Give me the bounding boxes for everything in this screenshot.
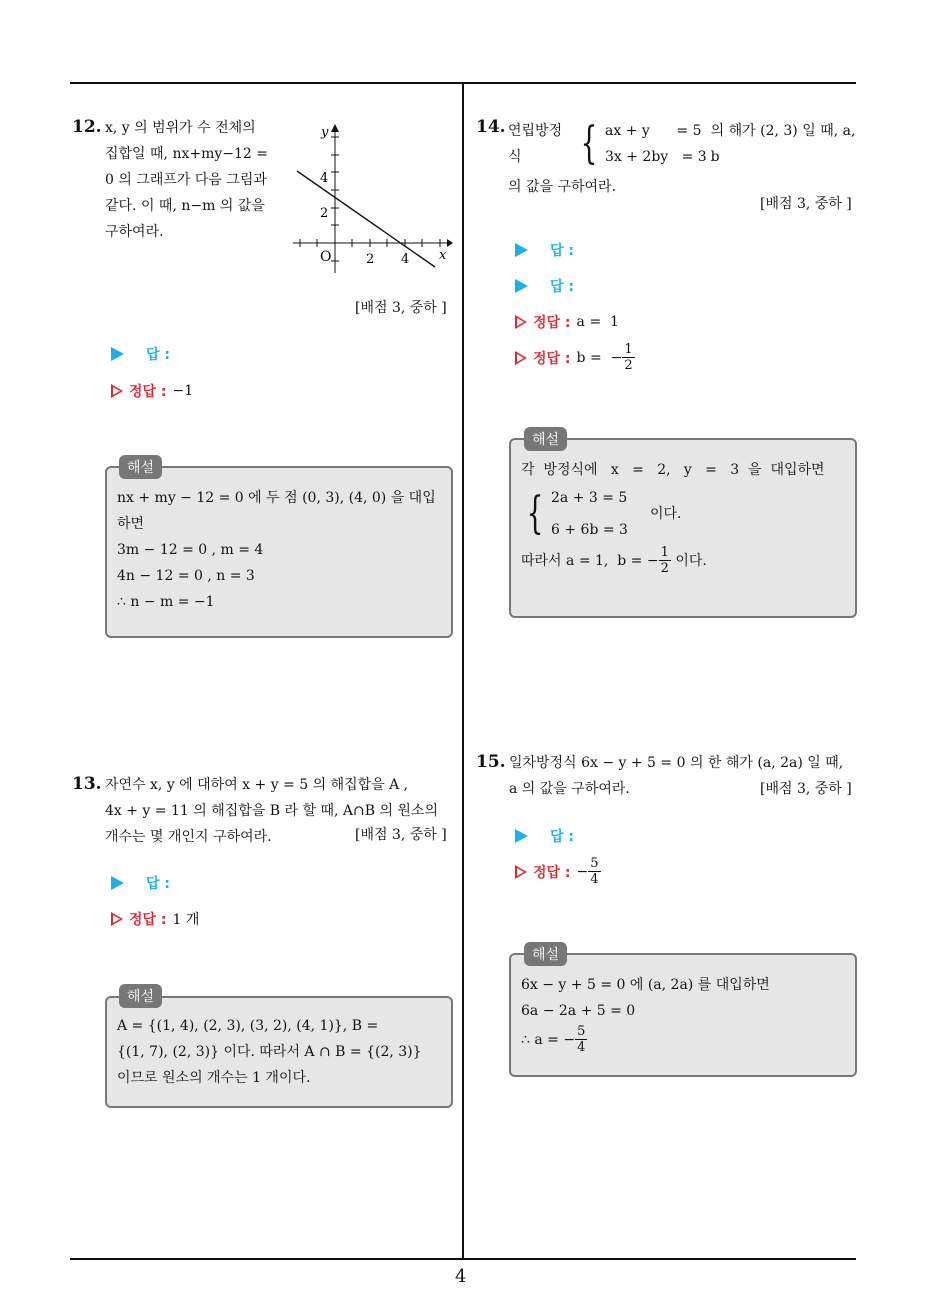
y-axis-label: y	[321, 125, 329, 140]
outline-triangle-icon	[515, 351, 527, 365]
correct-value: 1 개	[172, 912, 200, 928]
correct-value-prefix: −	[576, 863, 589, 880]
denominator: 2	[624, 358, 633, 373]
denominator: 4	[590, 872, 599, 887]
q13-answer-row	[111, 873, 170, 893]
q13-score: [배점 3, 중하 ]	[355, 827, 447, 843]
solution-line: 이므로 원소의 개수는 1 개이다.	[117, 1070, 311, 1086]
q14-line2: 의 값을 구하여라.	[508, 179, 617, 195]
solution-line3-prefix: ∴ a = −	[521, 1031, 576, 1048]
q15-solution-box	[509, 953, 857, 1077]
play-icon	[515, 829, 528, 843]
solution-eq-suffix: 이다.	[649, 506, 682, 522]
q14-answer-row-1	[515, 240, 574, 260]
q13-correct-row	[111, 909, 199, 929]
q15-line: 일차방정식 6x − y + 5 = 0 의 한 해가 (a, 2a) 일 때,	[509, 755, 844, 771]
outline-triangle-icon	[515, 865, 527, 879]
q13-line: 개수는 몇 개인지 구하여라.	[105, 829, 272, 845]
solution-line: A = {(1, 4), (2, 3), (3, 2), (4, 1)}, B =	[117, 1018, 379, 1034]
brace-icon: {	[526, 488, 544, 539]
solution-line: nx + my − 12 = 0 에 두 점 (0, 3), (4, 0) 을 대입	[117, 490, 436, 506]
correct-label: 정답 :	[533, 315, 571, 331]
q12-solution-tag: 해설	[119, 455, 162, 479]
y-tick-2: 2	[320, 206, 329, 221]
q12-question	[105, 115, 275, 245]
solution-line3-fraction	[575, 1024, 587, 1055]
q14-eq2: 3x + 2by = 3	[605, 149, 707, 165]
correct-label: 정답 :	[533, 864, 571, 881]
solution-eq1: 2a + 3 = 5	[551, 490, 628, 506]
q12-line: 구하여라.	[105, 224, 164, 240]
solution-line: 하면	[117, 516, 145, 532]
q14-answer-row-2	[515, 276, 574, 296]
answer-label: 답 :	[550, 829, 574, 845]
solution-last-suffix: 이다.	[670, 552, 707, 569]
q14-solution-tag: 해설	[524, 427, 567, 451]
q12-score: [배점 3, 중하 ]	[355, 300, 447, 316]
brace-icon: {	[580, 118, 598, 169]
correct-value-a: a = 1	[576, 314, 619, 330]
solution-last-prefix: 따라서 a = 1, b = −	[521, 552, 659, 569]
bottom-rule	[70, 1258, 856, 1260]
q12-number: 12.	[72, 117, 102, 137]
solution-system	[521, 485, 628, 543]
x-axis-label: x	[439, 248, 447, 263]
q15-number: 15.	[476, 752, 506, 772]
outline-triangle-icon	[111, 912, 123, 926]
q14-correct-row-a	[515, 312, 619, 332]
answer-label: 답 :	[550, 243, 574, 259]
play-icon	[515, 243, 528, 257]
x-tick-2: 2	[366, 252, 375, 267]
q14-number: 14.	[476, 117, 506, 137]
q12-graph	[285, 118, 455, 278]
solution-line: 4n − 12 = 0 , n = 3	[117, 568, 255, 584]
solution-line: {(1, 7), (2, 3)} 이다. 따라서 A ∩ B = {(2, 3)}	[117, 1044, 422, 1060]
q12-answer-row	[111, 344, 170, 364]
play-icon	[515, 279, 528, 293]
correct-value-b-fraction	[622, 342, 634, 373]
y-tick-4: 4	[320, 171, 329, 186]
q15-answer-row	[515, 826, 574, 846]
play-icon	[111, 347, 124, 361]
correct-label: 정답 :	[533, 350, 571, 367]
q13-number: 13.	[72, 774, 102, 794]
q12-line: 집합일 때, nx+my−12 =	[105, 146, 268, 162]
q14-correct-row-b	[515, 342, 635, 373]
q12-correct-row	[111, 381, 193, 401]
q15-score: [배점 3, 중하 ]	[760, 781, 852, 797]
outline-triangle-icon	[111, 384, 123, 398]
denominator: 4	[577, 1040, 586, 1055]
q15-solution-tag: 해설	[524, 942, 567, 966]
q14-solution-box	[509, 438, 857, 618]
q12-line: x, y 의 범위가 수 전체의	[105, 120, 256, 136]
origin-label: O	[320, 249, 332, 265]
y-axis-arrow	[331, 124, 339, 132]
solution-line: ∴ n − m = −1	[117, 594, 215, 610]
solution-line: 6a − 2a + 5 = 0	[521, 1003, 636, 1019]
q12-solution-box	[105, 466, 453, 638]
numerator: 5	[577, 1024, 586, 1039]
answer-label: 답 :	[146, 347, 170, 363]
solution-eq2: 6 + 6b = 3	[551, 522, 628, 538]
page-number: 4	[455, 1266, 467, 1287]
correct-value-b-prefix: b = −	[576, 349, 623, 366]
numerator: 1	[660, 545, 669, 560]
correct-value: −1	[172, 383, 194, 399]
denominator: 2	[660, 561, 669, 576]
q14-suffix: 의 해가 (2, 3) 일 때, a, b	[710, 123, 856, 165]
q13-line: 자연수 x, y 에 대하여 x + y = 5 의 해집합을 A ,	[105, 777, 409, 793]
column-divider	[462, 82, 464, 1260]
q14-score: [배점 3, 중하 ]	[760, 196, 852, 212]
correct-label: 정답 :	[129, 912, 167, 928]
numerator: 5	[590, 856, 599, 871]
solution-line: 6x − y + 5 = 0 에 (a, 2a) 를 대입하면	[521, 977, 770, 993]
q15-correct-row	[515, 856, 601, 887]
q13-line: 4x + y = 11 의 해집합을 B 라 할 때, A∩B 의 원소의	[105, 803, 438, 819]
outline-triangle-icon	[515, 315, 527, 329]
correct-value-fraction	[588, 856, 600, 887]
solution-line: 각 방정식에 x = 2, y = 3 을 대입하면	[521, 462, 825, 478]
answer-label: 답 :	[550, 279, 574, 295]
q13-solution-tag: 해설	[119, 984, 162, 1008]
q14-eq1: ax + y = 5	[605, 123, 702, 139]
correct-label: 정답 :	[129, 384, 167, 400]
q14-system	[575, 118, 707, 170]
answer-label: 답 :	[146, 876, 170, 892]
q12-line: 같다. 이 때, n−m 의 값을	[105, 198, 265, 214]
x-axis-arrow	[447, 239, 453, 247]
q15-line: a 의 값을 구하여라.	[509, 781, 630, 797]
play-icon	[111, 876, 124, 890]
solution-line: 3m − 12 = 0 , m = 4	[117, 542, 264, 558]
numerator: 1	[624, 342, 633, 357]
q13-solution-box	[105, 996, 453, 1108]
q14-prefix: 연립방정식	[508, 123, 563, 165]
q14-question	[508, 118, 858, 200]
q12-line: 0 의 그래프가 다음 그림과	[105, 172, 267, 188]
solution-last-fraction	[659, 545, 671, 576]
x-tick-4: 4	[401, 252, 410, 267]
